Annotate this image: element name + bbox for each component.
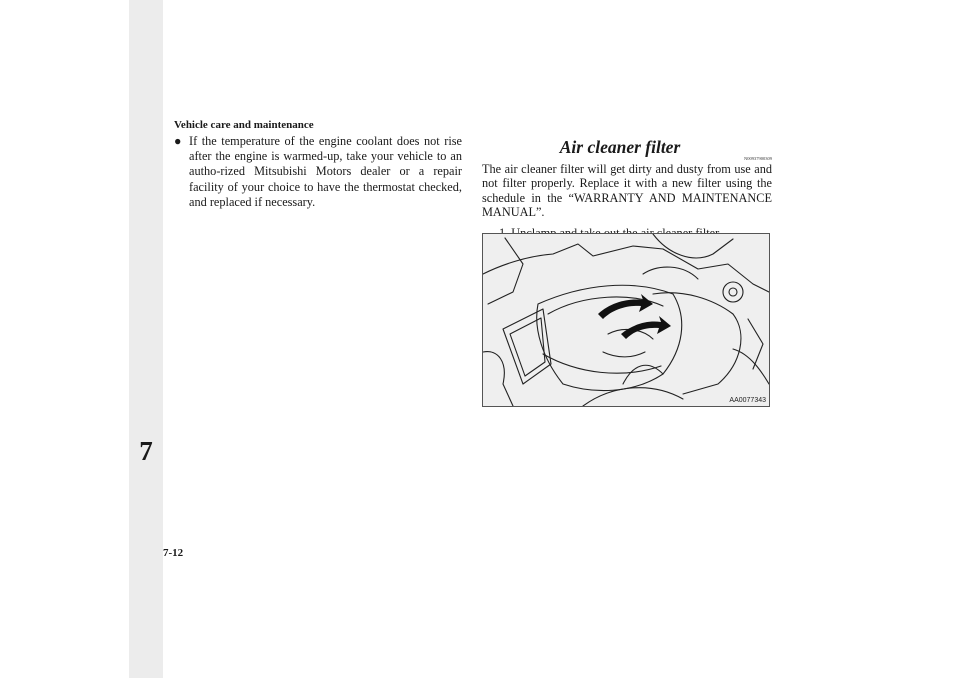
chapter-tab-number: 7 (139, 436, 153, 466)
section-header: Vehicle care and maintenance (174, 119, 314, 131)
engine-bay-illustration (483, 234, 769, 406)
figure-code: AA0077343 (729, 397, 766, 404)
page-number: 7-12 (163, 547, 184, 559)
chapter-tab (129, 0, 163, 678)
section-title: Air cleaner filter (559, 137, 681, 157)
bullet-text: If the temperature of the engine coolant does not rise after the engine is warmed-up, take your vehicle to an autho-rized Mitsubishi Motors dealer or a repair facility of your choice to have the thermostat checked, and replaced if necessary. (189, 134, 462, 209)
bullet-icon: ● (174, 134, 182, 148)
left-column (174, 134, 462, 210)
section-paragraph: The air cleaner filter will get dirty and dusty from use and not filter properly. Replace it with a new filter using the schedule in the “WARRANTY AND MAINTENANCE MANUAL”. (482, 162, 772, 220)
right-column (482, 138, 772, 241)
section-code: N00937900309 (744, 156, 772, 161)
bullet-item (174, 134, 462, 210)
air-cleaner-figure (482, 233, 770, 407)
